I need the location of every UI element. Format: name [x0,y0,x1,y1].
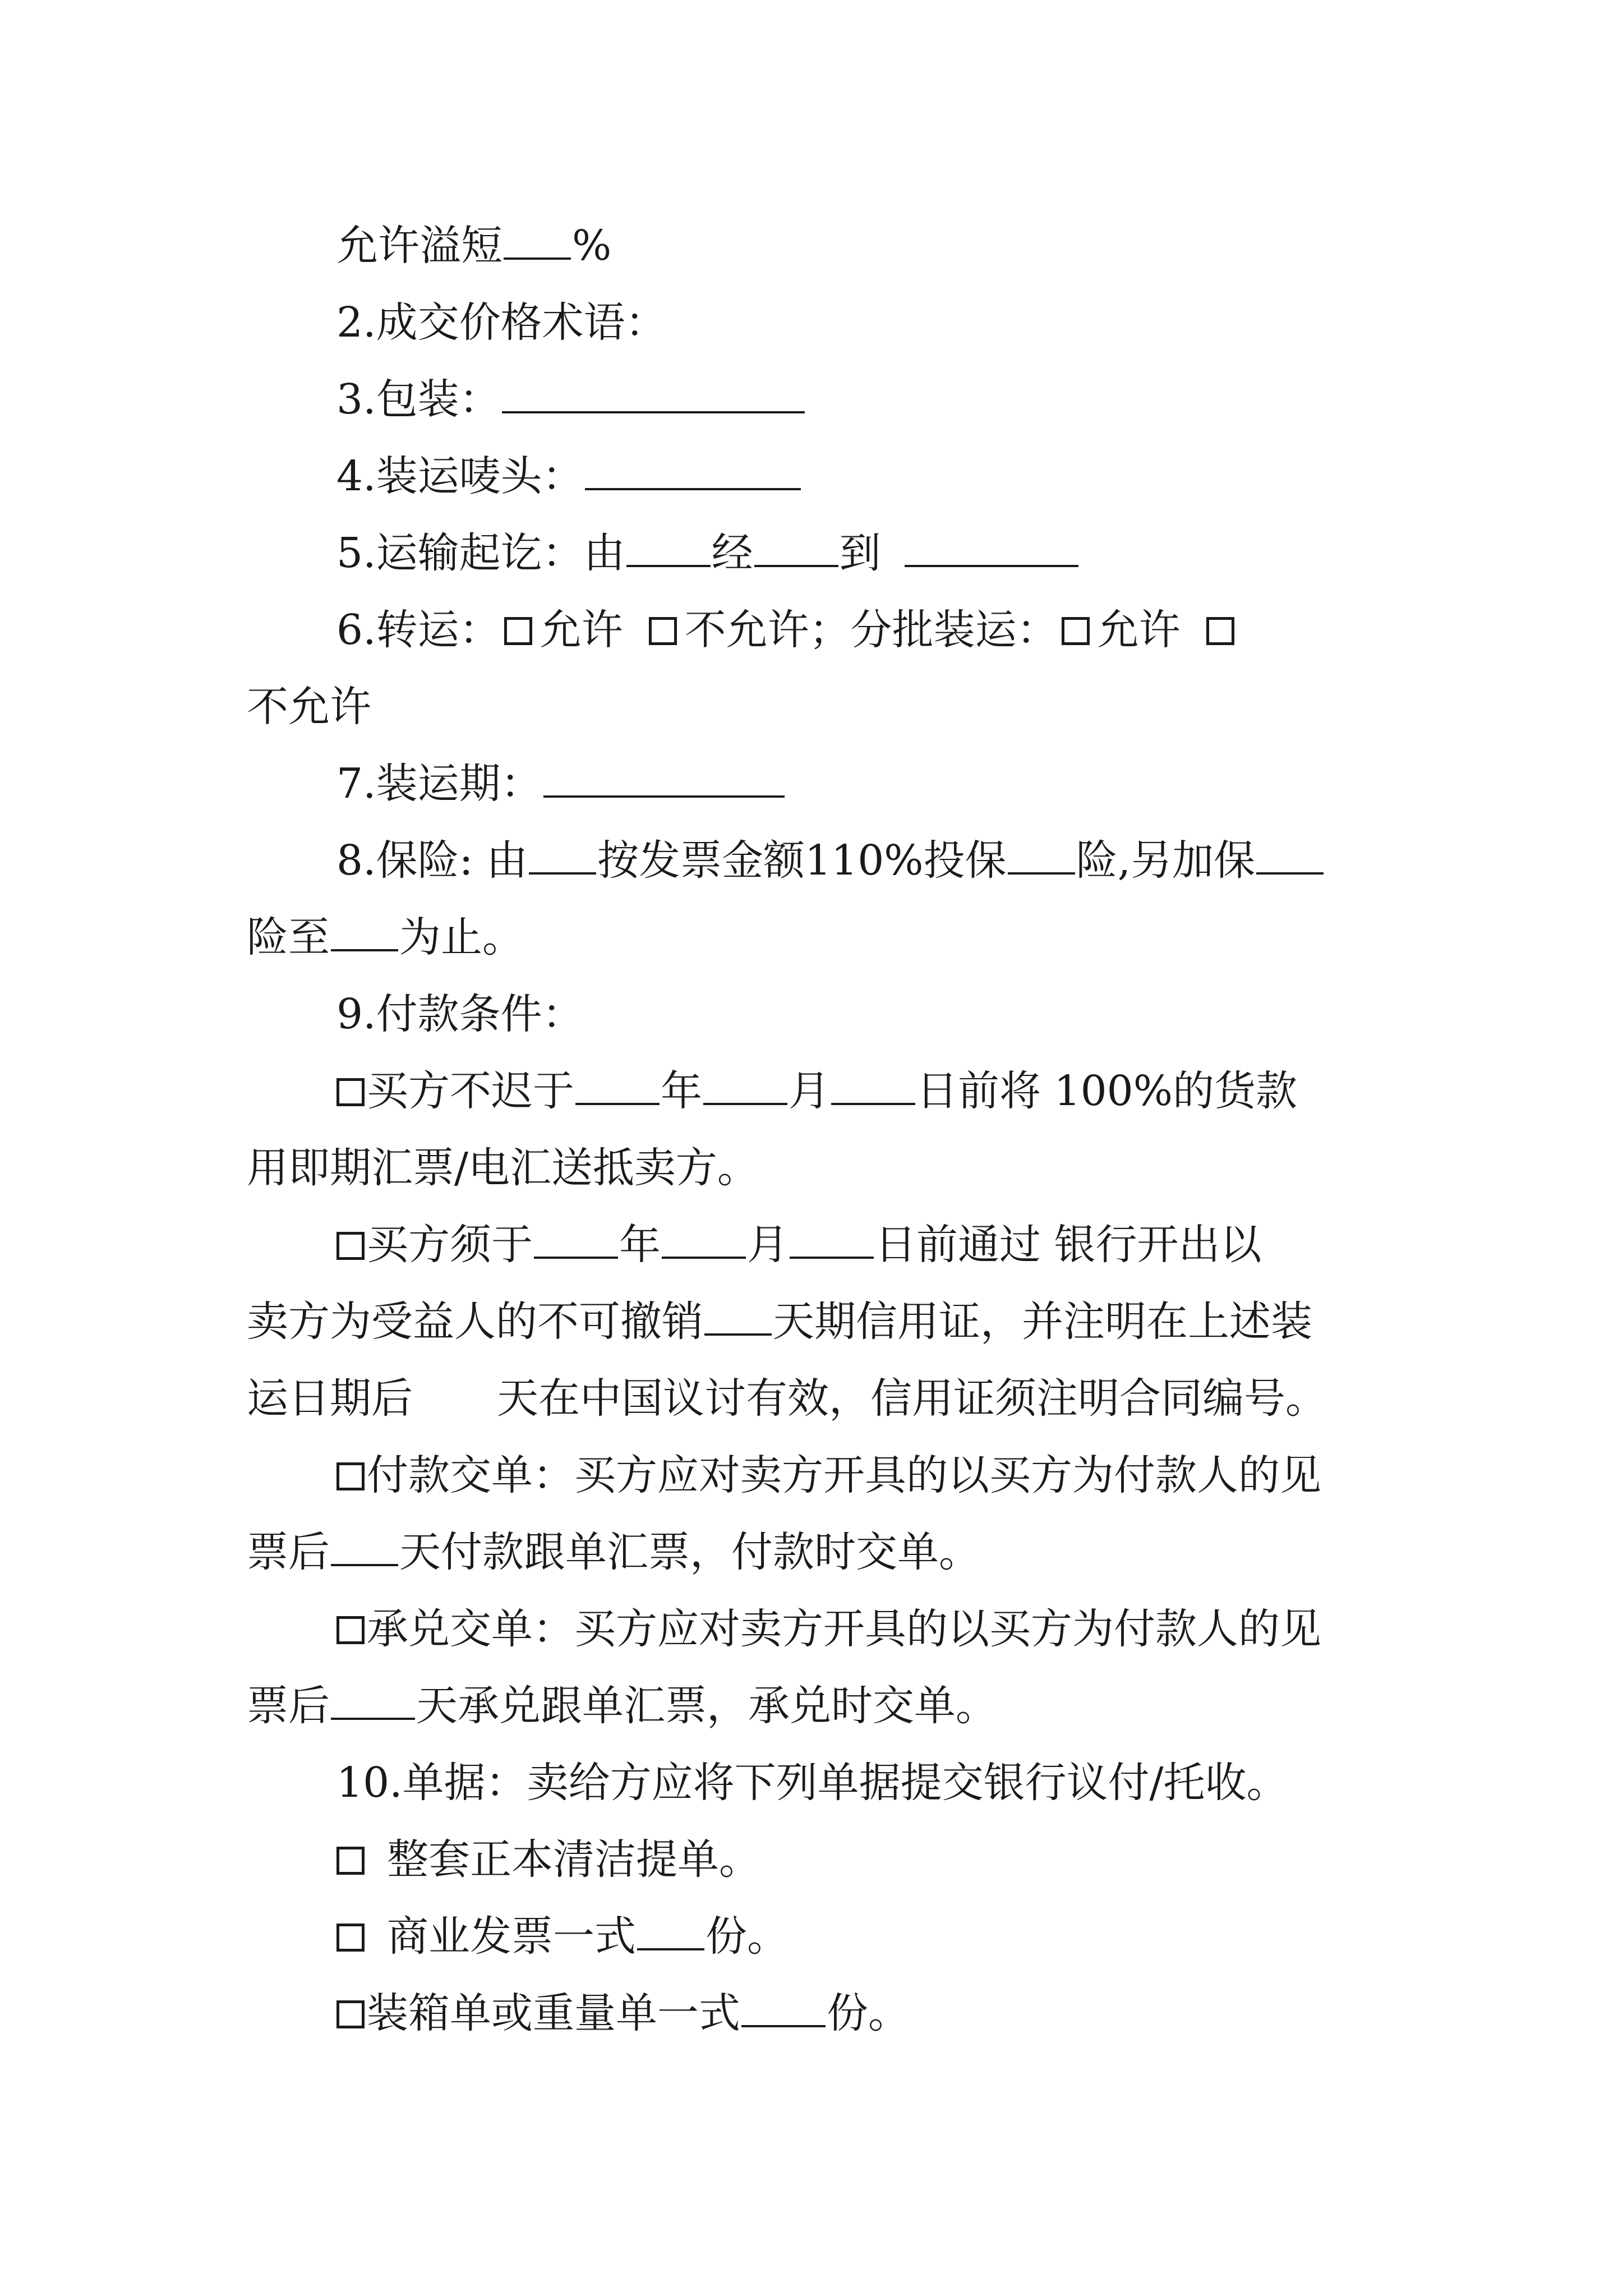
tolerance-line [247,208,1402,284]
payment-option-2-days-blank[interactable] [704,1296,772,1336]
tolerance-blank[interactable] [504,220,571,260]
documents-label: 10.单据：卖给方应将下列单据提交银行议付/托收。 [336,1759,1288,1807]
contract-text [247,208,1402,2052]
payment-option-1-day-blank[interactable] [831,1066,915,1105]
transport-to-blank[interactable] [905,528,1078,567]
payment-option-3-checkbox[interactable] [336,1462,365,1490]
tolerance-unit: % [572,222,612,270]
partial-shipment-disallow-checkbox[interactable] [1206,617,1234,645]
payment-option-2-checkbox[interactable] [336,1232,365,1260]
document-3-suffix: 份。 [827,1989,910,2037]
payment-option-1-month: 月 [789,1067,830,1115]
payment-option-2-month: 月 [747,1221,789,1269]
transport-line [247,515,1402,592]
insurance-extra-blank[interactable] [1256,835,1324,875]
payment-option-2-line2b: 天期信用证，并注明在上述装 [773,1297,1312,1346]
transshipment-disallow-checkbox[interactable] [649,617,677,645]
document-1-line [247,1821,1402,1898]
price-terms-label: 2.成交价格术语： [336,298,667,347]
shipment-period-line [247,746,1402,822]
documents-line [247,1745,1402,1821]
transport-via: 经 [711,529,753,577]
insurance-part1: 按发票金额110%投保 [597,836,1007,885]
document-3-label: 装箱单或重量单一式 [367,1989,740,2037]
shipping-mark-line [247,438,1402,515]
tolerance-label: 允许溢短 [336,222,502,270]
payment-option-2-year-blank[interactable] [534,1220,618,1259]
packing-line [247,361,1402,438]
insurance-part4: 为止。 [399,913,524,961]
insurance-line-2 [247,899,1402,976]
shipping-mark-label: 4.装运唛头： [336,452,584,500]
insurance-risk-blank[interactable] [1008,835,1075,875]
payment-option-2-day-blank[interactable] [790,1220,874,1259]
partial-shipment-disallow-label: 不允许 [247,683,371,731]
transport-to: 到 [839,529,881,577]
payment-option-4-days-blank[interactable] [331,1681,415,1720]
document-1-label: 整套正本清洁提单。 [387,1835,760,1884]
payment-option-1-year: 年 [661,1067,702,1115]
shipment-period-label: 7.装运期： [336,760,542,808]
insurance-part2: 险,另加保 [1076,836,1256,885]
document-1-checkbox[interactable] [336,1847,365,1875]
payment-option-1-month-blank[interactable] [703,1066,787,1105]
payment-option-1-line-2 [247,1130,1402,1207]
document-3-checkbox[interactable] [336,2000,365,2028]
payment-option-2-line [247,1207,1402,1283]
payment-option-2-line3a: 运日期后 [247,1374,413,1423]
transport-from-blank[interactable] [626,528,711,567]
shipping-mark-blank[interactable] [585,451,801,490]
insurance-label: 8.保险: 由 [336,836,528,885]
payment-terms-line [247,976,1402,1053]
payment-option-2-year: 年 [619,1221,661,1269]
document-2-suffix: 份。 [706,1912,789,1961]
transport-via-blank[interactable] [754,528,838,567]
partial-shipment-allow-label: 允许 [1097,606,1181,654]
payment-option-1-line2: 用即期汇票/电汇送抵卖方。 [247,1144,759,1192]
insurance-by-blank[interactable] [529,835,596,875]
transshipment-allow-checkbox[interactable] [504,617,532,645]
document-2-checkbox[interactable] [336,1924,365,1952]
insurance-until-blank[interactable] [331,912,398,951]
payment-option-2-line3b: 天在中国议讨有效，信用证须注明合同编号。 [497,1374,1327,1423]
shipment-period-blank[interactable] [543,758,785,798]
document-3-copies-blank[interactable] [741,1988,826,2027]
payment-option-2-line-3 [247,1360,1402,1437]
payment-option-4-line-2 [247,1668,1402,1745]
payment-option-4-line1: 承兑交单：买方应对卖方开具的以买方为付款人的见 [367,1605,1321,1653]
insurance-part3: 险至 [247,913,330,961]
transshipment-line [247,592,1402,669]
payment-option-3-days-blank[interactable] [331,1527,398,1566]
transport-label: 5.运输起讫：由 [336,529,625,577]
document-2-label: 商业发票一式 [387,1912,636,1961]
document-3-line [247,1975,1402,2052]
transshipment-disallow-label: 不允许； [684,606,851,654]
payment-option-4-line2b: 天承兑跟单汇票，承兑时交单。 [416,1682,997,1730]
partial-shipment-label: 分批装运： [850,606,1058,654]
payment-option-1-tail: 日前将 100%的货款 [916,1067,1298,1115]
payment-option-2-line-2 [247,1283,1402,1360]
payment-option-3-line2b: 天付款跟单汇票，付款时交单。 [399,1528,980,1576]
payment-terms-label: 9.付款条件： [336,990,584,1038]
partial-shipment-allow-checkbox[interactable] [1062,617,1090,645]
payment-option-3-line2a: 票后 [247,1528,330,1576]
transshipment-allow-label: 允许 [540,606,623,654]
transshipment-line-2 [247,669,1402,746]
insurance-line [247,822,1402,899]
payment-option-4-line [247,1591,1402,1668]
payment-option-2-lead: 买方须于 [367,1221,533,1269]
payment-option-1-line [247,1053,1402,1130]
payment-option-1-year-blank[interactable] [575,1066,660,1105]
payment-option-2-month-blank[interactable] [662,1220,746,1259]
payment-option-3-line-2 [247,1514,1402,1591]
document-2-line [247,1898,1402,1975]
transshipment-label: 6.转运： [336,606,501,654]
payment-option-2-line2a: 卖方为受益人的不可撤销 [247,1297,703,1346]
payment-option-1-lead: 买方不迟于 [367,1067,574,1115]
payment-option-2-tail: 日前通过 银行开出以 [875,1221,1262,1269]
document-2-copies-blank[interactable] [637,1911,704,1950]
payment-option-4-checkbox[interactable] [336,1616,365,1644]
packing-label: 3.包装： [336,375,501,424]
price-terms-line [247,284,1402,361]
payment-option-3-line [247,1437,1402,1514]
payment-option-4-line2a: 票后 [247,1682,330,1730]
packing-blank[interactable] [502,374,805,413]
payment-option-1-checkbox[interactable] [336,1078,365,1106]
payment-option-3-line1: 付款交单：买方应对卖方开具的以买方为付款人的见 [367,1451,1321,1499]
